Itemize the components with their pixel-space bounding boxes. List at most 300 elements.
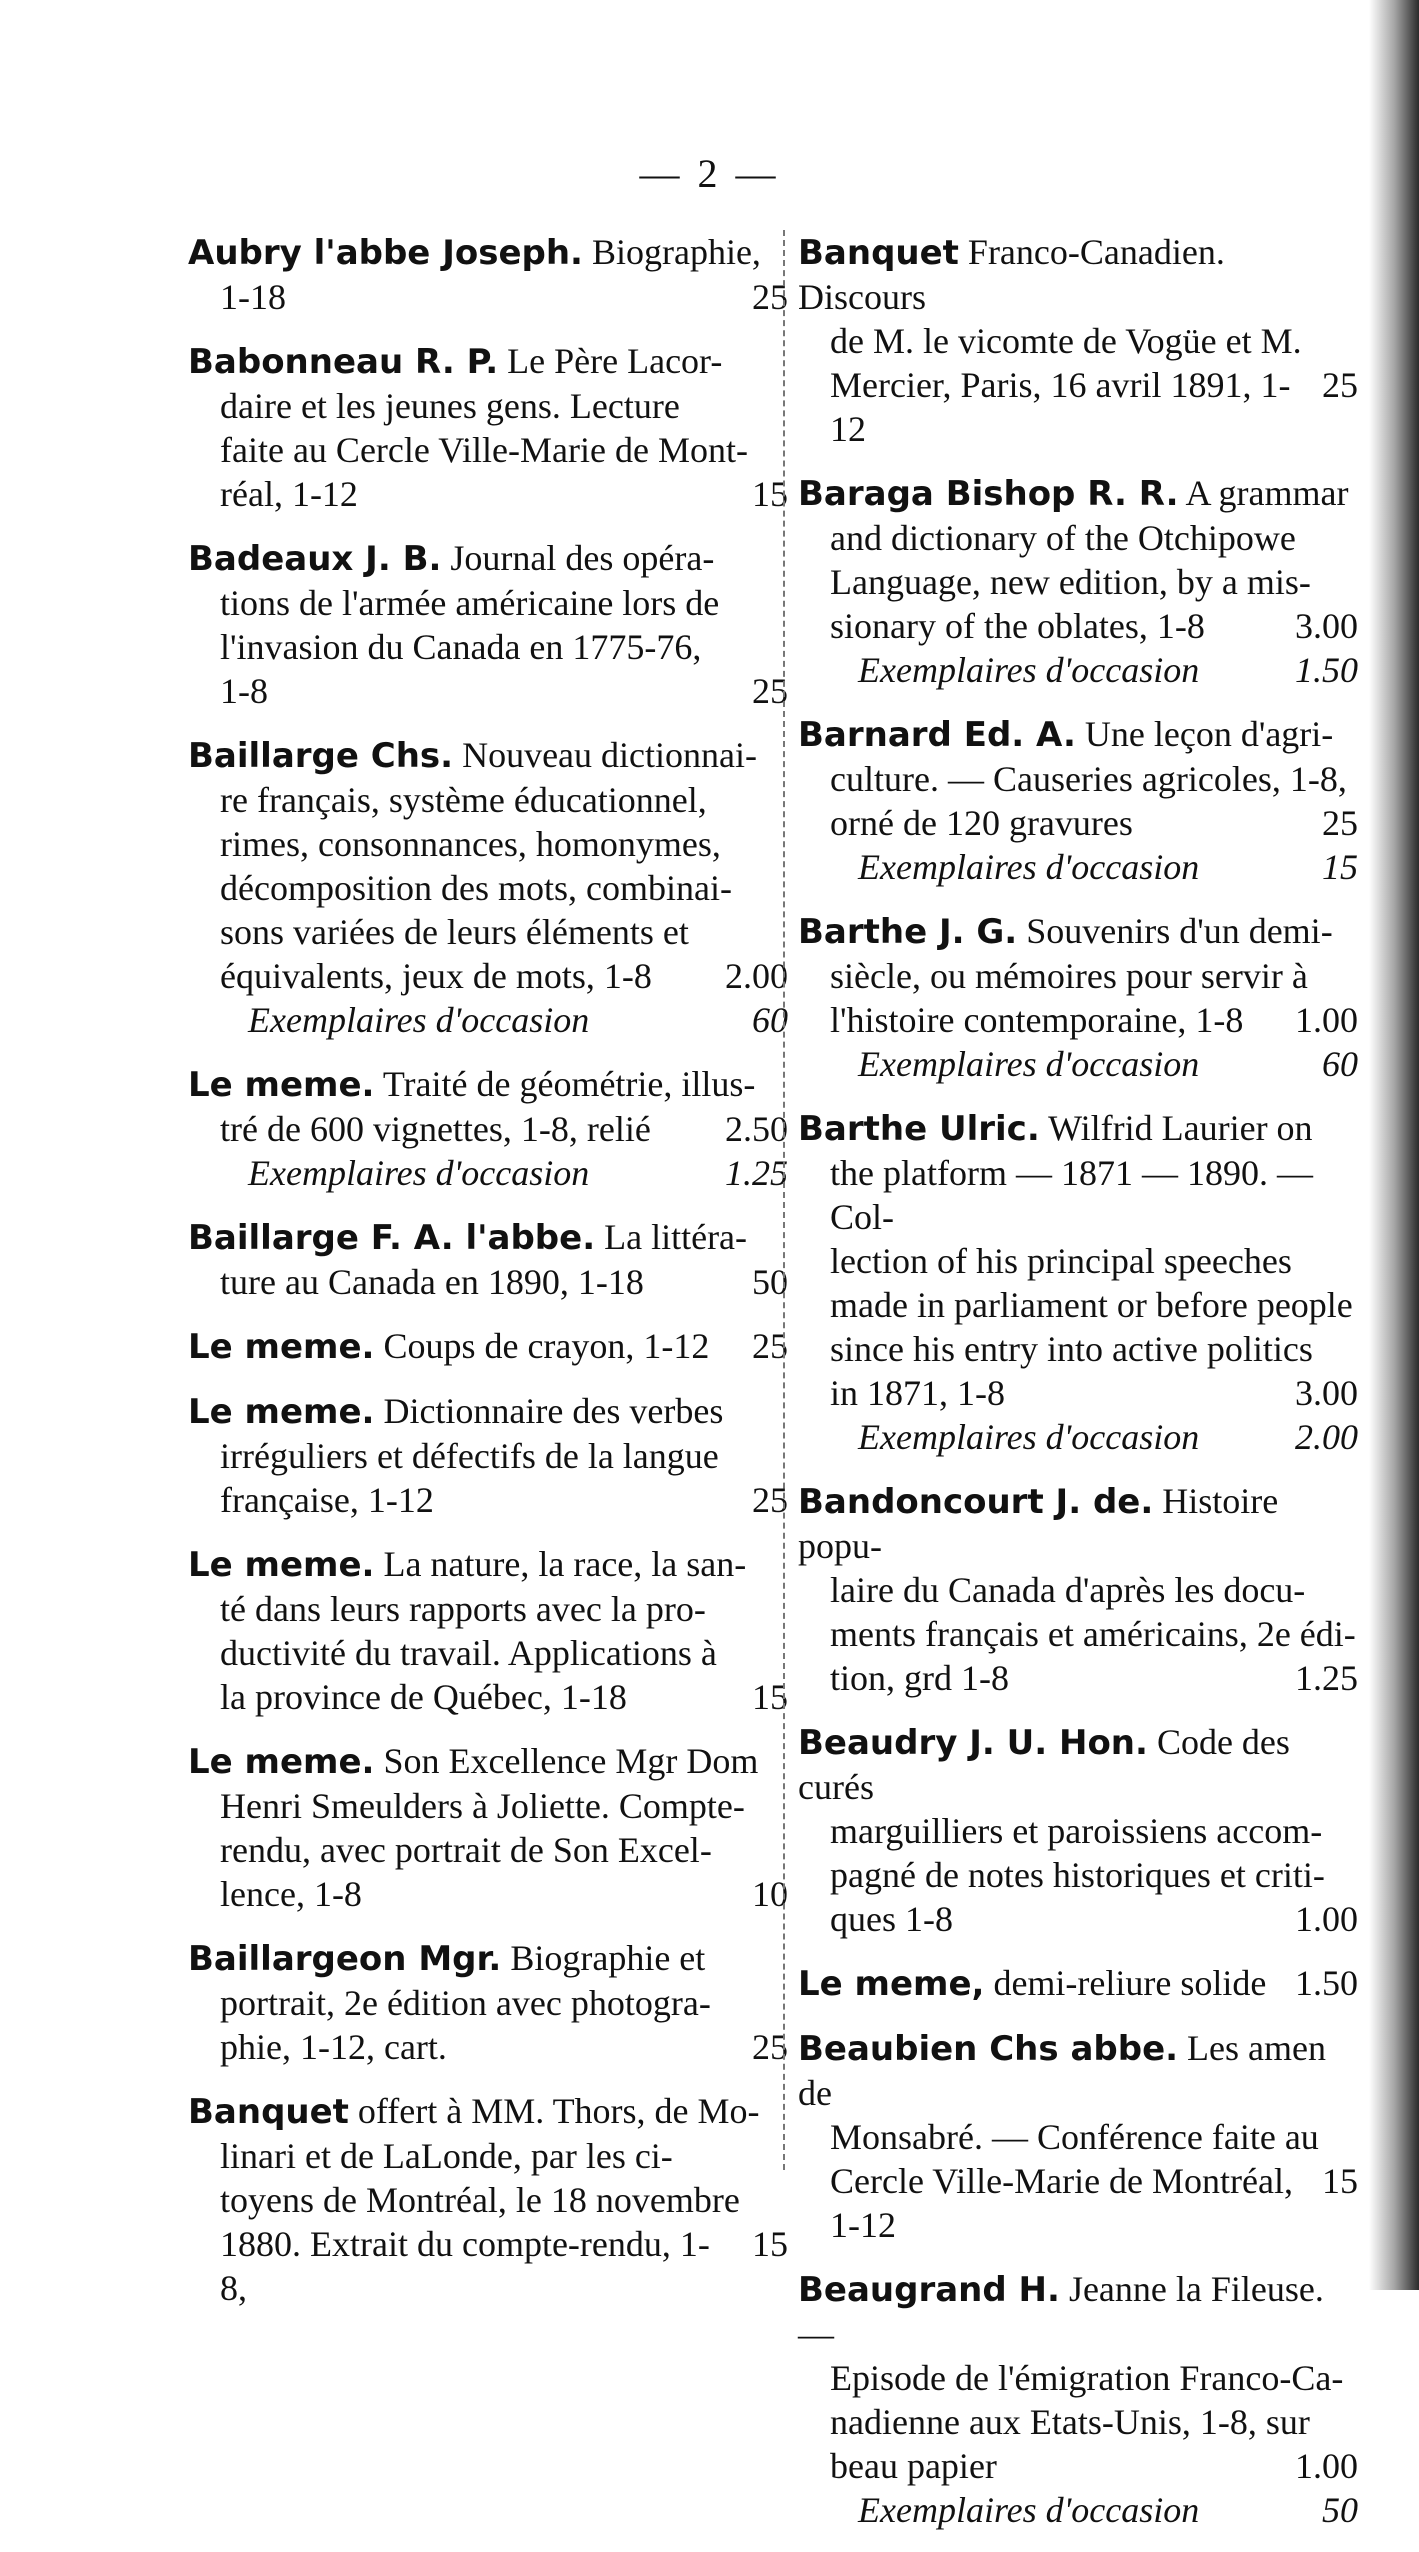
- catalog-entry: [798, 1479, 1358, 1700]
- entry-line: [188, 1828, 788, 1872]
- entry-line: [798, 2400, 1358, 2444]
- entry-line: [188, 581, 788, 625]
- price: 25: [1322, 365, 1358, 405]
- price: 25: [1322, 803, 1358, 843]
- entry-text: [830, 604, 1205, 648]
- catalog-entry: [188, 1324, 788, 1369]
- entry-line: [798, 1809, 1358, 1853]
- title-text: linari et de LaLonde, par les ci-: [220, 2136, 673, 2176]
- entry-text: [830, 1371, 1005, 1415]
- title-text: toyens de Montréal, le 18 novembre: [220, 2180, 740, 2220]
- entry-text: [188, 536, 714, 581]
- entry-text: [830, 757, 1347, 801]
- title-text: Jeanne la Fileuse. —: [798, 2269, 1324, 2354]
- entry-text: [220, 1981, 711, 2025]
- title-text: rendu, avec portrait de Son Excel-: [220, 1830, 712, 1870]
- entry-text: [830, 1897, 953, 1941]
- title-text: made in parliament or before people: [830, 1285, 1353, 1325]
- entry-text: [830, 1327, 1313, 1371]
- entry-text: [220, 1587, 706, 1631]
- entry-line: [798, 560, 1358, 604]
- entry-text: [220, 910, 689, 954]
- entry-text: [830, 319, 1302, 363]
- page-number: — 2 —: [639, 151, 780, 196]
- entry-text: [220, 2178, 740, 2222]
- title-text: l'histoire contemporaine, 1-8: [830, 1000, 1244, 1040]
- title-text: phie, 1-12, cart.: [220, 2027, 447, 2067]
- title-text: tion, grd 1-8: [830, 1658, 1009, 1698]
- entry-text: [188, 1936, 705, 1981]
- entry-text: [830, 1853, 1325, 1897]
- price: 1.00: [1295, 2446, 1358, 2486]
- entry-text: [830, 560, 1311, 604]
- title-text: Franco-Canadien. Discours: [798, 232, 1225, 317]
- entry-line: [798, 2444, 1358, 2488]
- entry-line: [188, 2178, 788, 2222]
- entry-text: [220, 472, 358, 516]
- entry-line: [188, 536, 788, 581]
- entry-text: [220, 1872, 362, 1916]
- catalog-entry: [188, 339, 788, 516]
- entry-text: [220, 1828, 712, 1872]
- author-name: Banquet: [798, 233, 959, 273]
- title-text: orné de 120 gravures: [830, 803, 1133, 843]
- catalog-entry: [798, 712, 1358, 889]
- title-text: daire et les jeunes gens. Lecture: [220, 386, 680, 426]
- title-text: l'invasion du Canada en 1775-76,: [220, 627, 702, 667]
- title-text: portrait, 2e édition avec photogra-: [220, 1983, 711, 2023]
- entry-line: [798, 1656, 1358, 1700]
- title-text: culture. — Causeries agricoles, 1-8,: [830, 759, 1347, 799]
- used-copies-line: [798, 2488, 1358, 2532]
- price: 25: [752, 1480, 788, 1520]
- title-text: Histoire popu-: [798, 1481, 1279, 1566]
- author-name: Babonneau R. P.: [188, 342, 499, 382]
- price: 1.00: [1295, 1899, 1358, 1939]
- title-text: lection of his principal speeches: [830, 1241, 1292, 1281]
- entry-line: [798, 712, 1358, 757]
- entry-line: [188, 1631, 788, 1675]
- entry-line: [188, 2025, 788, 2069]
- entry-line: [798, 1720, 1358, 1809]
- used-copies-line: [798, 648, 1358, 692]
- right-column: [798, 230, 1358, 2552]
- entry-text: [220, 1260, 644, 1304]
- entry-text: [220, 2134, 673, 2178]
- entry-text: [220, 866, 732, 910]
- entry-text: [798, 2267, 1358, 2356]
- entry-line: [188, 2222, 788, 2310]
- title-text: faite au Cercle Ville-Marie de Mont-: [220, 430, 748, 470]
- used-copies-label: Exemplaires d'occasion: [858, 847, 1200, 887]
- title-text: Son Excellence Mgr Dom: [383, 1741, 759, 1781]
- entry-line: [798, 2356, 1358, 2400]
- title-text: irréguliers et défectifs de la langue: [220, 1436, 719, 1476]
- entry-line: [798, 801, 1358, 845]
- entry-text: [220, 1784, 745, 1828]
- catalog-entry: [188, 230, 788, 319]
- entry-text: [220, 778, 707, 822]
- entry-text: [830, 2356, 1343, 2400]
- entry-line: [188, 428, 788, 472]
- entry-text: [830, 1656, 1009, 1700]
- entry-text: [798, 1961, 1266, 2006]
- entry-text: [830, 1239, 1292, 1283]
- entry-text: [830, 2115, 1319, 2159]
- entry-text: [798, 471, 1349, 516]
- author-name: Bandoncourt J. de.: [798, 1482, 1154, 1522]
- entry-line: [798, 516, 1358, 560]
- entry-line: [188, 1434, 788, 1478]
- entry-line: [798, 1239, 1358, 1283]
- entry-line: [188, 384, 788, 428]
- catalog-entry: [188, 1739, 788, 1916]
- price: 15: [1322, 2161, 1358, 2201]
- entry-line: [798, 230, 1358, 319]
- title-text: Monsabré. — Conférence faite au: [830, 2117, 1319, 2157]
- entry-text: [798, 909, 1333, 954]
- price: 15: [752, 1677, 788, 1717]
- used-copies-label: Exemplaires d'occasion: [858, 650, 1200, 690]
- catalog-entry: [798, 1961, 1358, 2006]
- author-name: Le meme.: [188, 1742, 375, 1782]
- entry-text: [830, 1568, 1305, 1612]
- price: 25: [752, 277, 788, 317]
- entry-text: [830, 1283, 1353, 1327]
- title-text: tions de l'armée américaine lors de: [220, 583, 720, 623]
- price: 15: [752, 2224, 788, 2264]
- title-text: sionary of the oblates, 1-8: [830, 606, 1205, 646]
- entry-line: [188, 1215, 788, 1260]
- title-text: réal, 1-12: [220, 474, 358, 514]
- entry-line: [188, 339, 788, 384]
- title-text: and dictionary of the Otchipowe: [830, 518, 1296, 558]
- title-text: Souvenirs d'un demi-: [1026, 911, 1333, 951]
- entry-line: [798, 757, 1358, 801]
- entry-text: [220, 1434, 719, 1478]
- price: 10: [752, 1874, 788, 1914]
- entry-line: [188, 1981, 788, 2025]
- used-copies-price: 60: [1322, 1044, 1358, 1084]
- title-text: marguilliers et paroissiens accom-: [830, 1811, 1323, 1851]
- title-text: rimes, consonnances, homonymes,: [220, 824, 721, 864]
- entry-line: [798, 604, 1358, 648]
- page-edge-shadow: [1369, 0, 1419, 2290]
- entry-text: [188, 1324, 709, 1369]
- entry-text: [830, 2444, 997, 2488]
- entry-text: [188, 230, 761, 275]
- title-text: the platform — 1871 — 1890. — Col-: [830, 1153, 1313, 1237]
- price: 25: [752, 2027, 788, 2067]
- author-name: Beaudry J. U. Hon.: [798, 1723, 1148, 1763]
- entry-line: [188, 733, 788, 778]
- entry-text: [220, 1631, 717, 1675]
- entry-text: [220, 822, 721, 866]
- entry-line: [188, 2089, 788, 2134]
- entry-text: [220, 384, 680, 428]
- entry-text: [188, 1215, 747, 1260]
- title-text: Cercle Ville-Marie de Montréal, 1-12: [830, 2161, 1293, 2245]
- price: 25: [752, 671, 788, 711]
- title-text: ture au Canada en 1890, 1-18: [220, 1262, 644, 1302]
- entry-line: [188, 1107, 788, 1151]
- used-copies-price: 15: [1322, 847, 1358, 887]
- entry-text: [220, 1107, 651, 1151]
- entry-line: [188, 778, 788, 822]
- entry-line: [798, 1283, 1358, 1327]
- title-text: nadienne aux Etats-Unis, 1-8, sur: [830, 2402, 1310, 2442]
- entry-line: [188, 866, 788, 910]
- used-copies-line: [188, 1151, 788, 1195]
- price: 15: [752, 474, 788, 514]
- title-text: pagné de notes historiques et criti-: [830, 1855, 1325, 1895]
- author-name: Baillargeon Mgr.: [188, 1939, 502, 1979]
- title-text: ductivité du travail. Applications à: [220, 1633, 717, 1673]
- title-text: équivalents, jeux de mots, 1-8: [220, 956, 652, 996]
- title-text: beau papier: [830, 2446, 997, 2486]
- entry-line: [798, 1853, 1358, 1897]
- entry-line: [798, 2026, 1358, 2115]
- title-text: tré de 600 vignettes, 1-8, relié: [220, 1109, 651, 1149]
- catalog-entry: [188, 2089, 788, 2310]
- entry-text: [220, 625, 701, 669]
- used-copies-label: Exemplaires d'occasion: [858, 1044, 1200, 1084]
- author-name: Baillarge F. A. l'abbe.: [188, 1218, 596, 1258]
- title-text: Le Père Lacor-: [507, 341, 723, 381]
- entry-line: [188, 910, 788, 954]
- entry-text: [188, 733, 757, 778]
- entry-line: [798, 909, 1358, 954]
- price: 3.00: [1295, 606, 1358, 646]
- title-text: siècle, ou mémoires pour servir à: [830, 956, 1308, 996]
- entry-line: [188, 1872, 788, 1916]
- title-text: Wilfrid Laurier on: [1048, 1108, 1313, 1148]
- entry-line: [798, 2267, 1358, 2356]
- title-text: re français, système éducationnel,: [220, 780, 707, 820]
- title-text: Biographie et: [510, 1938, 706, 1978]
- entry-line: [798, 1897, 1358, 1941]
- author-name: Baillarge Chs.: [188, 736, 454, 776]
- catalog-entry: [188, 1542, 788, 1719]
- entry-line: [188, 1784, 788, 1828]
- entry-line: [188, 1478, 788, 1522]
- catalog-entry: [188, 1389, 788, 1522]
- used-copies-price: 1.25: [725, 1153, 788, 1193]
- entry-line: [188, 625, 788, 669]
- entry-text: [798, 1720, 1358, 1809]
- title-text: décomposition des mots, combinai-: [220, 868, 732, 908]
- title-text: française, 1-12: [220, 1480, 434, 1520]
- catalog-entry: [188, 733, 788, 1042]
- entry-text: [188, 1389, 723, 1434]
- entry-text: [798, 1479, 1358, 1568]
- author-name: Banquet: [188, 2092, 349, 2132]
- entry-line: [188, 1389, 788, 1434]
- title-text: Les amen de: [798, 2028, 1326, 2113]
- title-text: laire du Canada d'après les docu-: [830, 1570, 1306, 1610]
- catalog-entry: [188, 1062, 788, 1195]
- catalog-entry: [798, 909, 1358, 1086]
- entry-text: [220, 954, 652, 998]
- author-name: Le meme.: [188, 1392, 375, 1432]
- title-text: Code des curés: [798, 1722, 1290, 1807]
- author-name: Badeaux J. B.: [188, 539, 442, 579]
- catalog-entry: [798, 471, 1358, 692]
- price: 1.50: [1295, 1963, 1358, 2003]
- title-text: Mercier, Paris, 16 avril 1891, 1-12: [830, 365, 1291, 449]
- author-name: Le meme.: [188, 1545, 375, 1585]
- left-column: [188, 230, 788, 2330]
- title-text: Language, new edition, by a mis-: [830, 562, 1311, 602]
- title-text: ments français et américains, 2e édi-: [830, 1614, 1356, 1654]
- entry-line: [798, 471, 1358, 516]
- catalog-entry: [798, 1720, 1358, 1941]
- catalog-entry: [188, 1936, 788, 2069]
- title-text: demi-reliure solide: [993, 1963, 1267, 2003]
- used-copies-price: 50: [1322, 2490, 1358, 2530]
- title-text: la province de Québec, 1-18: [220, 1677, 627, 1717]
- title-text: Traité de géométrie, illus-: [382, 1064, 756, 1104]
- title-text: Nouveau dictionnai-: [462, 735, 757, 775]
- price: 3.00: [1295, 1373, 1358, 1413]
- author-name: Barthe Ulric.: [798, 1109, 1040, 1149]
- author-name: Barthe J. G.: [798, 912, 1018, 952]
- used-copies-line: [798, 845, 1358, 889]
- title-text: Coups de crayon, 1-12: [383, 1326, 710, 1366]
- used-copies-price: 2.00: [1295, 1417, 1358, 1457]
- entry-text: [830, 1612, 1356, 1656]
- used-copies-label: Exemplaires d'occasion: [248, 1153, 590, 1193]
- entry-text: [830, 998, 1243, 1042]
- title-text: offert à MM. Thors, de Mo-: [357, 2091, 760, 2131]
- price: 2.50: [725, 1109, 788, 1149]
- entry-text: [220, 2222, 736, 2310]
- entry-text: [188, 1062, 755, 1107]
- title-text: té dans leurs rapports avec la pro-: [220, 1589, 706, 1629]
- author-name: Le meme,: [798, 1964, 985, 2004]
- title-text: Biographie,: [591, 232, 761, 272]
- entry-line: [188, 1675, 788, 1719]
- title-text: La littéra-: [604, 1217, 748, 1257]
- entry-text: [830, 363, 1306, 451]
- author-name: Beaubien Chs abbe.: [798, 2029, 1179, 2069]
- entry-text: [830, 801, 1133, 845]
- catalog-entry: [188, 536, 788, 713]
- catalog-entry: [798, 1106, 1358, 1459]
- entry-text: [830, 954, 1308, 998]
- entry-text: [220, 669, 268, 713]
- entry-line: [798, 319, 1358, 363]
- title-text: Episode de l'émigration Franco-Ca-: [830, 2358, 1344, 2398]
- used-copies-label: Exemplaires d'occasion: [858, 1417, 1200, 1457]
- entry-line: [188, 954, 788, 998]
- entry-text: [188, 339, 722, 384]
- entry-line: [798, 1371, 1358, 1415]
- entry-text: [798, 712, 1333, 757]
- author-name: Beaugrand H.: [798, 2270, 1060, 2310]
- entry-line: [798, 2159, 1358, 2247]
- title-text: lence, 1-8: [220, 1874, 362, 1914]
- price: 25: [752, 1326, 788, 1366]
- entry-text: [798, 230, 1358, 319]
- catalog-entry: [798, 2267, 1358, 2532]
- title-text: Journal des opéra-: [450, 538, 715, 578]
- title-text: sons variées de leurs éléments et: [220, 912, 689, 952]
- entry-line: [188, 1324, 788, 1369]
- title-text: 1-8: [220, 671, 268, 711]
- entry-line: [798, 2115, 1358, 2159]
- entry-line: [188, 275, 788, 319]
- author-name: Aubry l'abbe Joseph.: [188, 233, 583, 273]
- entry-text: [798, 1106, 1313, 1151]
- entry-line: [798, 954, 1358, 998]
- price: 2.00: [725, 956, 788, 996]
- used-copies-price: 60: [752, 1000, 788, 1040]
- entry-text: [220, 581, 719, 625]
- entry-line: [188, 230, 788, 275]
- entry-text: [188, 2089, 760, 2134]
- entry-line: [798, 1479, 1358, 1568]
- entry-text: [220, 2025, 447, 2069]
- entry-line: [188, 1260, 788, 1304]
- title-text: A grammar: [1185, 473, 1349, 513]
- title-text: since his entry into active politics: [830, 1329, 1313, 1369]
- title-text: Dictionnaire des verbes: [383, 1391, 724, 1431]
- price: 1.00: [1295, 1000, 1358, 1040]
- entry-line: [188, 2134, 788, 2178]
- entry-text: [188, 1739, 758, 1784]
- author-name: Barnard Ed. A.: [798, 715, 1076, 755]
- title-text: ques 1-8: [830, 1899, 953, 1939]
- price: 50: [752, 1262, 788, 1302]
- entry-text: [220, 1675, 627, 1719]
- title-text: 1880. Extrait du compte-rendu, 1-8,: [220, 2224, 710, 2308]
- title-text: Henri Smeulders à Joliette. Compte-: [220, 1786, 745, 1826]
- used-copies-line: [798, 1415, 1358, 1459]
- entry-text: [220, 1478, 434, 1522]
- author-name: Baraga Bishop R. R.: [798, 474, 1179, 514]
- entry-line: [798, 1151, 1358, 1239]
- used-copies-label: Exemplaires d'occasion: [248, 1000, 590, 1040]
- title-text: in 1871, 1-8: [830, 1373, 1005, 1413]
- entry-text: [830, 516, 1296, 560]
- author-name: Le meme.: [188, 1327, 375, 1367]
- title-text: Une leçon d'agri-: [1084, 714, 1334, 754]
- catalog-entry: [798, 230, 1358, 451]
- entry-line: [798, 1612, 1358, 1656]
- entry-line: [798, 1106, 1358, 1151]
- entry-line: [188, 1542, 788, 1587]
- used-copies-price: 1.50: [1295, 650, 1358, 690]
- title-text: La nature, la race, la san-: [383, 1544, 747, 1584]
- entry-line: [188, 472, 788, 516]
- entry-text: [830, 2159, 1306, 2247]
- entry-line: [798, 1961, 1358, 2006]
- entry-line: [798, 1327, 1358, 1371]
- entry-text: [830, 1809, 1322, 1853]
- entry-text: [220, 275, 286, 319]
- entry-text: [798, 2026, 1358, 2115]
- price: 1.25: [1295, 1658, 1358, 1698]
- entry-text: [188, 1542, 746, 1587]
- title-text: 1-18: [220, 277, 286, 317]
- entry-line: [188, 1587, 788, 1631]
- entry-text: [830, 2400, 1310, 2444]
- entry-line: [798, 998, 1358, 1042]
- entry-line: [798, 1568, 1358, 1612]
- entry-line: [798, 363, 1358, 451]
- entry-line: [188, 1936, 788, 1981]
